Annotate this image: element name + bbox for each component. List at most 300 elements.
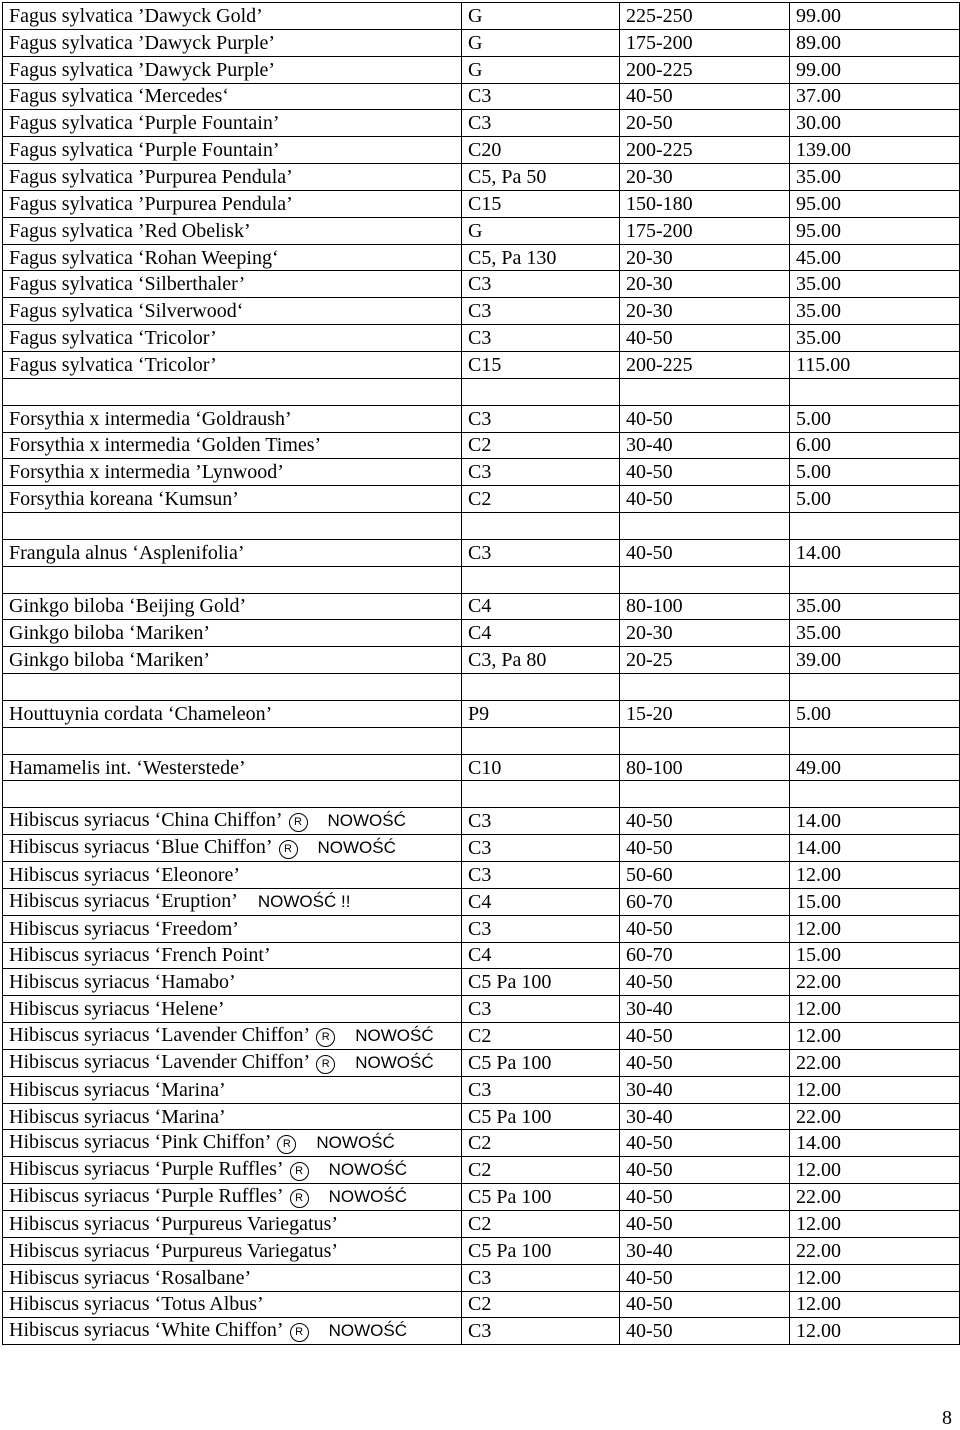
container-cell: C4 <box>462 620 620 647</box>
size-cell: 15-20 <box>620 700 790 727</box>
container-cell: C10 <box>462 754 620 781</box>
price-cell: 5.00 <box>790 700 960 727</box>
table-row <box>3 539 960 566</box>
container-cell: C3 <box>462 1318 620 1345</box>
table-row <box>3 137 960 164</box>
new-badge: NOWOŚĆ !! <box>257 892 351 912</box>
price-cell: 35.00 <box>790 325 960 352</box>
container-cell: G <box>462 56 620 83</box>
price-cell: 30.00 <box>790 110 960 137</box>
plant-name: Hibiscus syriacus ‘Eruption’ <box>9 890 238 913</box>
plant-name: Hamamelis int. ‘Westerstede’ <box>9 756 246 779</box>
plant-name-cell <box>3 378 462 405</box>
table-row <box>3 1264 960 1291</box>
plant-name-cell <box>3 862 462 889</box>
registered-mark-icon: R <box>290 1189 309 1208</box>
new-badge: NOWOŚĆ <box>328 1321 407 1341</box>
price-cell: 35.00 <box>790 298 960 325</box>
price-cell <box>790 566 960 593</box>
container-cell <box>462 727 620 754</box>
plant-name: Hibiscus syriacus ‘Hamabo’ <box>9 971 236 994</box>
container-cell: C3 <box>462 862 620 889</box>
registered-mark-icon: R <box>290 1323 309 1342</box>
container-cell <box>462 513 620 540</box>
price-cell <box>790 781 960 808</box>
plant-name-cell <box>3 808 462 835</box>
page-number: 8 <box>942 1407 952 1429</box>
table-row <box>3 808 960 835</box>
new-badge: NOWOŚĆ <box>327 811 406 831</box>
table-row <box>3 727 960 754</box>
price-cell: 12.00 <box>790 862 960 889</box>
price-cell: 35.00 <box>790 164 960 191</box>
plant-name-cell <box>3 29 462 56</box>
size-cell: 40-50 <box>620 405 790 432</box>
size-cell: 225-250 <box>620 3 790 30</box>
plant-name-cell <box>3 1318 462 1345</box>
table-row <box>3 593 960 620</box>
plant-name-cell <box>3 217 462 244</box>
plant-name: Fagus sylvatica ‘Tricolor’ <box>9 327 217 350</box>
price-list-table <box>2 2 960 1345</box>
plant-name: Fagus sylvatica ‘Rohan Weeping‘ <box>9 246 279 269</box>
table-row <box>3 351 960 378</box>
new-badge: NOWOŚĆ <box>316 1133 395 1153</box>
plant-name-cell <box>3 110 462 137</box>
table-row <box>3 1023 960 1050</box>
table-row <box>3 915 960 942</box>
plant-name-cell <box>3 83 462 110</box>
price-cell: 6.00 <box>790 432 960 459</box>
container-cell: C3 <box>462 808 620 835</box>
plant-name-cell <box>3 620 462 647</box>
price-cell: 22.00 <box>790 1184 960 1211</box>
registered-mark-icon: R <box>277 1135 296 1154</box>
plant-name-cell <box>3 539 462 566</box>
size-cell: 40-50 <box>620 539 790 566</box>
container-cell: C2 <box>462 1130 620 1157</box>
size-cell: 175-200 <box>620 217 790 244</box>
container-cell: G <box>462 3 620 30</box>
table-row <box>3 325 960 352</box>
size-cell: 40-50 <box>620 459 790 486</box>
price-cell: 15.00 <box>790 942 960 969</box>
new-badge: NOWOŚĆ <box>355 1025 434 1045</box>
plant-name: Houttuynia cordata ‘Chameleon’ <box>9 702 273 725</box>
plant-name-cell <box>3 888 462 915</box>
plant-name: Ginkgo biloba ‘Mariken’ <box>9 649 211 672</box>
price-cell: 14.00 <box>790 835 960 862</box>
container-cell: C3 <box>462 405 620 432</box>
price-cell: 12.00 <box>790 1210 960 1237</box>
size-cell: 30-40 <box>620 996 790 1023</box>
plant-name: Fagus sylvatica ‘Tricolor’ <box>9 353 217 376</box>
table-row <box>3 1237 960 1264</box>
size-cell: 200-225 <box>620 137 790 164</box>
price-cell: 35.00 <box>790 271 960 298</box>
container-cell: G <box>462 217 620 244</box>
plant-name-cell <box>3 1184 462 1211</box>
container-cell: C4 <box>462 593 620 620</box>
price-cell: 49.00 <box>790 754 960 781</box>
plant-name: Hibiscus syriacus ‘Rosalbane’ <box>9 1266 252 1289</box>
plant-name-cell <box>3 1210 462 1237</box>
size-cell: 60-70 <box>620 942 790 969</box>
container-cell: C3, Pa 80 <box>462 647 620 674</box>
price-cell: 5.00 <box>790 486 960 513</box>
plant-name: Fagus sylvatica ’Dawyck Purple’ <box>9 58 276 81</box>
price-cell: 22.00 <box>790 1237 960 1264</box>
price-cell: 45.00 <box>790 244 960 271</box>
price-cell: 12.00 <box>790 1264 960 1291</box>
size-cell: 40-50 <box>620 1049 790 1076</box>
table-row <box>3 244 960 271</box>
plant-name-cell <box>3 1023 462 1050</box>
plant-name: Hibiscus syriacus ‘Lavender Chiffon’ <box>9 1050 311 1073</box>
table-row <box>3 700 960 727</box>
table-row <box>3 432 960 459</box>
plant-name-cell <box>3 1130 462 1157</box>
plant-name: Fagus sylvatica ‘Mercedes‘ <box>9 85 229 108</box>
size-cell: 40-50 <box>620 83 790 110</box>
price-cell <box>790 513 960 540</box>
plant-name-cell <box>3 1264 462 1291</box>
container-cell: C3 <box>462 110 620 137</box>
plant-name: Hibiscus syriacus ‘Freedom’ <box>9 917 239 940</box>
container-cell: C4 <box>462 888 620 915</box>
price-cell: 15.00 <box>790 888 960 915</box>
container-cell: C2 <box>462 1210 620 1237</box>
plant-name: Hibiscus syriacus ‘Totus Albus’ <box>9 1293 264 1316</box>
plant-name: Ginkgo biloba ‘Mariken’ <box>9 622 211 645</box>
size-cell: 175-200 <box>620 29 790 56</box>
registered-mark-icon: R <box>279 840 298 859</box>
plant-name: Hibiscus syriacus ‘Blue Chiffon’ <box>9 836 273 859</box>
table-row <box>3 620 960 647</box>
table-row <box>3 513 960 540</box>
table-row <box>3 1318 960 1345</box>
size-cell: 20-30 <box>620 271 790 298</box>
plant-name-cell <box>3 432 462 459</box>
price-cell: 115.00 <box>790 351 960 378</box>
table-row <box>3 405 960 432</box>
price-cell: 14.00 <box>790 539 960 566</box>
plant-name-cell <box>3 969 462 996</box>
price-cell: 35.00 <box>790 593 960 620</box>
size-cell: 30-40 <box>620 1237 790 1264</box>
price-cell: 5.00 <box>790 459 960 486</box>
price-cell: 14.00 <box>790 808 960 835</box>
size-cell: 40-50 <box>620 1210 790 1237</box>
table-row <box>3 996 960 1023</box>
plant-name-cell <box>3 835 462 862</box>
size-cell: 40-50 <box>620 808 790 835</box>
container-cell: C3 <box>462 83 620 110</box>
price-cell: 39.00 <box>790 647 960 674</box>
plant-name: Fagus sylvatica ‘Silberthaler’ <box>9 273 246 296</box>
plant-name-cell <box>3 513 462 540</box>
new-badge: NOWOŚĆ <box>317 838 396 858</box>
size-cell: 80-100 <box>620 754 790 781</box>
price-cell: 22.00 <box>790 1049 960 1076</box>
plant-name: Hibiscus syriacus ‘Marina’ <box>9 1078 226 1101</box>
plant-name-cell <box>3 244 462 271</box>
plant-name: Hibiscus syriacus ‘Helene’ <box>9 998 225 1021</box>
plant-name: Forsythia x intermedia ’Lynwood’ <box>9 461 284 484</box>
size-cell: 40-50 <box>620 486 790 513</box>
table-row <box>3 1130 960 1157</box>
price-cell: 12.00 <box>790 1318 960 1345</box>
plant-name-cell <box>3 325 462 352</box>
plant-name: Fagus sylvatica ’Purpurea Pendula’ <box>9 192 293 215</box>
container-cell: C3 <box>462 298 620 325</box>
table-row <box>3 674 960 701</box>
size-cell: 40-50 <box>620 1318 790 1345</box>
plant-name-cell <box>3 405 462 432</box>
plant-name: Ginkgo biloba ‘Beijing Gold’ <box>9 595 247 618</box>
plant-name: Fagus sylvatica ’Purpurea Pendula’ <box>9 165 293 188</box>
registered-mark-icon: R <box>316 1028 335 1047</box>
container-cell: C2 <box>462 1291 620 1318</box>
new-badge: NOWOŚĆ <box>355 1052 434 1072</box>
size-cell <box>620 378 790 405</box>
price-cell <box>790 378 960 405</box>
container-cell: C4 <box>462 942 620 969</box>
size-cell: 30-40 <box>620 1103 790 1130</box>
container-cell: C3 <box>462 271 620 298</box>
size-cell: 40-50 <box>620 1264 790 1291</box>
price-cell: 139.00 <box>790 137 960 164</box>
table-row <box>3 1210 960 1237</box>
size-cell: 40-50 <box>620 835 790 862</box>
plant-name-cell <box>3 1157 462 1184</box>
size-cell: 20-50 <box>620 110 790 137</box>
container-cell <box>462 781 620 808</box>
plant-name-cell <box>3 1237 462 1264</box>
size-cell <box>620 727 790 754</box>
table-row <box>3 486 960 513</box>
table-row <box>3 1157 960 1184</box>
new-badge: NOWOŚĆ <box>328 1160 407 1180</box>
plant-name-cell <box>3 1049 462 1076</box>
plant-name-cell <box>3 781 462 808</box>
table-row <box>3 862 960 889</box>
table-row <box>3 1184 960 1211</box>
table-row <box>3 298 960 325</box>
table-row <box>3 566 960 593</box>
size-cell <box>620 674 790 701</box>
plant-name-cell <box>3 566 462 593</box>
plant-name: Forsythia x intermedia ‘Goldraush’ <box>9 407 292 430</box>
table-row <box>3 647 960 674</box>
plant-name: Hibiscus syriacus ‘French Point’ <box>9 944 271 967</box>
plant-name-cell <box>3 459 462 486</box>
size-cell: 200-225 <box>620 351 790 378</box>
plant-name-cell <box>3 915 462 942</box>
plant-name: Forsythia x intermedia ‘Golden Times’ <box>9 434 322 457</box>
size-cell: 20-30 <box>620 244 790 271</box>
table-row <box>3 1103 960 1130</box>
price-cell: 35.00 <box>790 620 960 647</box>
plant-name: Hibiscus syriacus ‘Purpureus Variegatus’ <box>9 1212 339 1235</box>
table-row <box>3 1291 960 1318</box>
size-cell: 20-30 <box>620 298 790 325</box>
size-cell: 20-25 <box>620 647 790 674</box>
size-cell: 40-50 <box>620 1184 790 1211</box>
price-cell: 5.00 <box>790 405 960 432</box>
container-cell: C2 <box>462 486 620 513</box>
plant-name-cell <box>3 3 462 30</box>
plant-name: Fagus sylvatica ‘Silverwood‘ <box>9 300 244 323</box>
container-cell: C2 <box>462 1157 620 1184</box>
price-cell: 22.00 <box>790 969 960 996</box>
plant-name: Fagus sylvatica ‘Purple Fountain’ <box>9 139 280 162</box>
price-cell: 12.00 <box>790 915 960 942</box>
price-cell: 12.00 <box>790 1023 960 1050</box>
container-cell: C3 <box>462 996 620 1023</box>
size-cell <box>620 566 790 593</box>
table-row <box>3 29 960 56</box>
table-row <box>3 835 960 862</box>
size-cell <box>620 781 790 808</box>
container-cell: C20 <box>462 137 620 164</box>
registered-mark-icon: R <box>316 1055 335 1074</box>
container-cell <box>462 566 620 593</box>
container-cell: C2 <box>462 432 620 459</box>
price-cell: 95.00 <box>790 217 960 244</box>
container-cell: C5 Pa 100 <box>462 969 620 996</box>
size-cell: 60-70 <box>620 888 790 915</box>
container-cell: C5 Pa 100 <box>462 1237 620 1264</box>
table-row <box>3 271 960 298</box>
price-cell: 14.00 <box>790 1130 960 1157</box>
plant-name: Hibiscus syriacus ‘White Chiffon’ <box>9 1319 284 1342</box>
plant-name-cell <box>3 942 462 969</box>
price-cell: 12.00 <box>790 1157 960 1184</box>
size-cell: 20-30 <box>620 164 790 191</box>
plant-name: Hibiscus syriacus ‘Pink Chiffon’ <box>9 1131 272 1154</box>
price-cell: 22.00 <box>790 1103 960 1130</box>
container-cell <box>462 674 620 701</box>
table-row <box>3 1076 960 1103</box>
price-cell: 99.00 <box>790 3 960 30</box>
price-cell: 89.00 <box>790 29 960 56</box>
plant-name-cell <box>3 486 462 513</box>
size-cell: 50-60 <box>620 862 790 889</box>
container-cell: C15 <box>462 351 620 378</box>
plant-name: Hibiscus syriacus ‘Lavender Chiffon’ <box>9 1023 311 1046</box>
container-cell: C5 Pa 100 <box>462 1103 620 1130</box>
table-row <box>3 3 960 30</box>
table-row <box>3 190 960 217</box>
container-cell: C3 <box>462 539 620 566</box>
size-cell: 200-225 <box>620 56 790 83</box>
plant-name: Hibiscus syriacus ‘Purpureus Variegatus’ <box>9 1239 339 1262</box>
plant-name-cell <box>3 593 462 620</box>
plant-name-cell <box>3 1103 462 1130</box>
container-cell: C3 <box>462 459 620 486</box>
plant-name-cell <box>3 351 462 378</box>
plant-name: Fagus sylvatica ‘Purple Fountain’ <box>9 112 280 135</box>
table-row <box>3 781 960 808</box>
price-cell: 95.00 <box>790 190 960 217</box>
size-cell: 40-50 <box>620 1157 790 1184</box>
plant-name: Fagus sylvatica ’Dawyck Purple’ <box>9 31 276 54</box>
plant-name-cell <box>3 996 462 1023</box>
container-cell: C3 <box>462 835 620 862</box>
container-cell: C3 <box>462 325 620 352</box>
plant-name-cell <box>3 727 462 754</box>
table-row <box>3 56 960 83</box>
price-cell: 37.00 <box>790 83 960 110</box>
container-cell: C3 <box>462 1076 620 1103</box>
registered-mark-icon: R <box>290 1162 309 1181</box>
table-row <box>3 217 960 244</box>
plant-name-cell <box>3 700 462 727</box>
plant-name-cell <box>3 271 462 298</box>
size-cell: 40-50 <box>620 1130 790 1157</box>
plant-name: Frangula alnus ‘Asplenifolia’ <box>9 541 245 564</box>
price-cell: 12.00 <box>790 996 960 1023</box>
container-cell: C3 <box>462 1264 620 1291</box>
size-cell: 40-50 <box>620 325 790 352</box>
plant-name-cell <box>3 647 462 674</box>
price-cell <box>790 727 960 754</box>
price-cell: 12.00 <box>790 1291 960 1318</box>
price-cell: 99.00 <box>790 56 960 83</box>
plant-name: Hibiscus syriacus ‘China Chiffon’ <box>9 809 283 832</box>
plant-name: Forsythia koreana ‘Kumsun’ <box>9 488 239 511</box>
size-cell: 40-50 <box>620 969 790 996</box>
size-cell: 150-180 <box>620 190 790 217</box>
size-cell <box>620 513 790 540</box>
size-cell: 30-40 <box>620 432 790 459</box>
registered-mark-icon: R <box>289 813 308 832</box>
plant-name-cell <box>3 1076 462 1103</box>
size-cell: 40-50 <box>620 1023 790 1050</box>
plant-name: Fagus sylvatica ’Dawyck Gold’ <box>9 4 263 27</box>
plant-name-cell <box>3 298 462 325</box>
table-row <box>3 459 960 486</box>
table-row <box>3 888 960 915</box>
table-row <box>3 378 960 405</box>
plant-name-cell <box>3 137 462 164</box>
plant-name: Fagus sylvatica ’Red Obelisk’ <box>9 219 251 242</box>
price-cell: 12.00 <box>790 1076 960 1103</box>
plant-name: Hibiscus syriacus ‘Marina’ <box>9 1105 226 1128</box>
container-cell <box>462 378 620 405</box>
price-cell <box>790 674 960 701</box>
table-row <box>3 1049 960 1076</box>
table-row <box>3 754 960 781</box>
table-row <box>3 83 960 110</box>
plant-name-cell <box>3 1291 462 1318</box>
table-row <box>3 110 960 137</box>
new-badge: NOWOŚĆ <box>328 1187 407 1207</box>
plant-name: Hibiscus syriacus ‘Eleonore’ <box>9 863 241 886</box>
container-cell: C5 Pa 100 <box>462 1184 620 1211</box>
container-cell: C5, Pa 50 <box>462 164 620 191</box>
plant-name-cell <box>3 56 462 83</box>
size-cell: 30-40 <box>620 1076 790 1103</box>
container-cell: C5 Pa 100 <box>462 1049 620 1076</box>
plant-name-cell <box>3 674 462 701</box>
plant-name-cell <box>3 190 462 217</box>
size-cell: 40-50 <box>620 1291 790 1318</box>
container-cell: P9 <box>462 700 620 727</box>
container-cell: C5, Pa 130 <box>462 244 620 271</box>
size-cell: 80-100 <box>620 593 790 620</box>
